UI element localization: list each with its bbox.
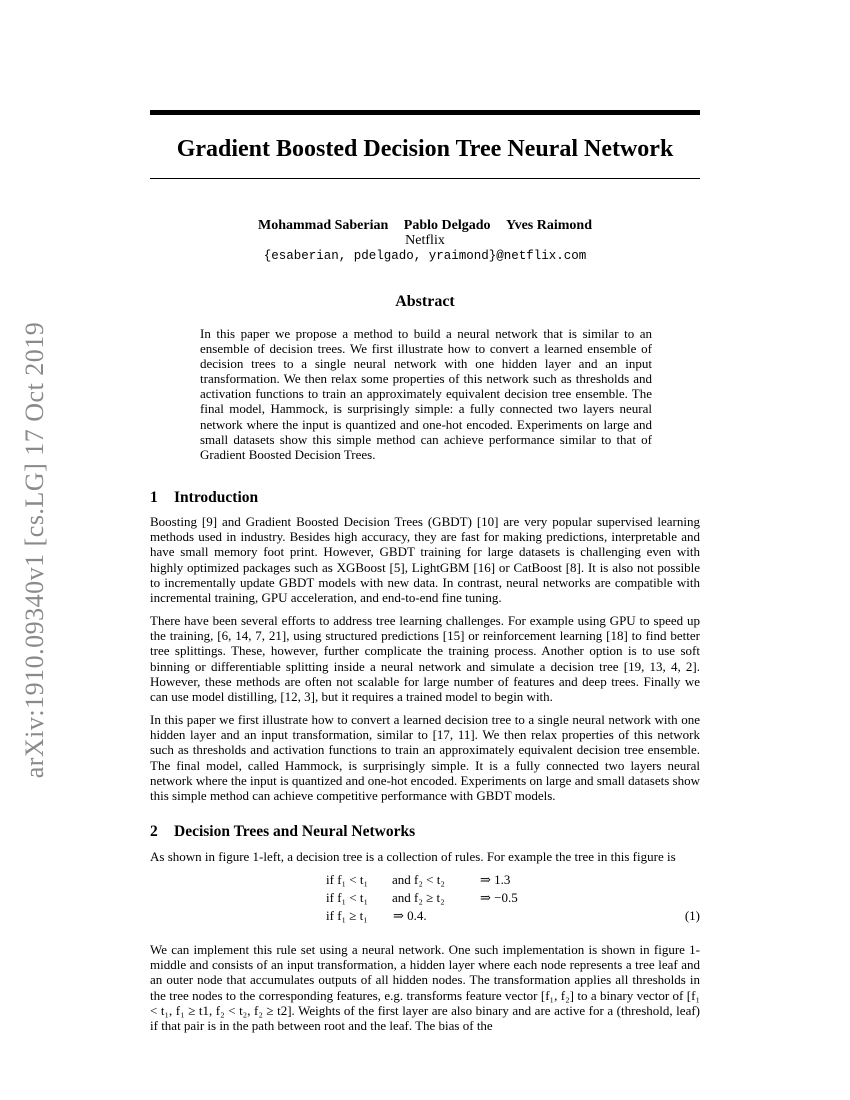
section-number: 1 [150,489,158,506]
abstract-heading: Abstract [395,293,455,310]
equation-row [150,908,700,926]
author-list [150,218,700,234]
equation-condition: and f₂ ≥ t₂ [392,890,445,905]
intro-paragraph: In this paper we first illustrate how to convert a learned decision tree to a single neural network with one hidden layer and an input transformation, similar to [17, 11]. We then relax properties of this network such as thresholds and activation functions to train an approximately equivalent decision tree ensemble. The final model, called Hammock, is surprisingly simple. It is a fully connected two layers neural network where the input is quantized and one-hot encoded. Experiments on large and small datasets show this simple method can achieve competitive performance with GBDT models. [150,712,700,804]
section-title: Decision Trees and Neural Networks [174,823,416,840]
arxiv-id: arXiv:1910.09340v1 [cs.LG] 17 Oct 2019 [20,321,49,779]
equation-block [150,872,700,926]
author-name: Pablo Delgado [403,218,491,233]
title-top-rule [150,110,700,115]
author-name: Mohammad Saberian [258,218,389,233]
equation-row [150,890,700,908]
equation-result: ⇒ 1.3 [480,872,511,887]
equation-result: ⇒ 0.4. [393,908,427,923]
equation-row [150,872,700,890]
section-paragraph: We can implement this rule set using a neural network. One such implementation is shown in figure 1-middle and consists of an input transformation, a hidden layer where each node represents a tree leaf and an outer node that accumulates outputs of all hidden nodes. The transformation applies all thresholds in the tree nodes to the corresponding features, e.g. transforms feature vector [f₁, f₂] to a binary vector of [f₁ < t₁, f₁ ≥ t1, f₂ < t₂, f₂ ≥ t2]. Weights of the first layer are also binary and are active for a (threshold, leaf) if that pair is in the path between root and the leaf. The bias of the [150,942,700,1034]
equation-condition: if f₁ ≥ t₁ [326,908,368,923]
author-name: Yves Raimond [506,218,592,233]
title-bottom-rule [150,178,700,179]
intro-paragraph: There have been several efforts to address tree learning challenges. For example using GPU to speed up the training, [6, 14, 7, 21], using structured predictions [15] or reinforcement learning [18] to find better tree splittings. These, however, further complicate the training process. Another option is to use soft binning or differentiable splitting inside a neural network and simulate a decision tree [19, 13, 4, 2]. However, these methods are often not scalable for large number of features and deep trees. Finally we can use model distilling, [12, 3], but it requires a trained model to begin with. [150,613,700,705]
section-heading-decision-trees [150,823,700,841]
equation-condition: if f₁ < t₁ [326,872,369,887]
equation-number: (1) [684,908,700,923]
arxiv-margin-stamp [10,300,60,800]
section-title: Introduction [174,489,259,506]
section-number: 2 [150,823,158,840]
abstract-text: In this paper we propose a method to build a neural network that is similar to an ensemble of decision trees. We first illustrate how to convert a learned ensemble of decision trees to a single neural network with one hidden layer and an input transformation. We then relax some properties of this network such as thresholds and activation functions to train an approximately equivalent decision tree ensemble. The final model, Hammock, is surprisingly simple: a fully connected two layers neural network where the input is quantized and one-hot encoded. Experiments on large and small datasets show this simple method can achieve performance similar to that of Gradient Boosted Decision Trees. [200,326,652,462]
equation-condition: and f₂ < t₂ [392,872,445,887]
intro-paragraph: Boosting [9] and Gradient Boosted Decision Trees (GBDT) [10] are very popular supervised learning methods used in industry. Besides high accuracy, they are fast for making predictions, interpretable and have small memory foot print. However, GBDT training for large datasets is challenging even with highly optimized packages such as XGBoost [5], LightGBM [16] or CatBoost [8]. It is also not possible to incrementally update GBDT models with new data. In contrast, neural networks are compatible with incremental training, GPU acceleration, and end-to-end fine tuning. [150,514,700,606]
paper-title: Gradient Boosted Decision Tree Neural Network [176,136,674,162]
section-heading-introduction [150,489,700,507]
affiliation: Netflix [405,233,445,248]
author-emails: {esaberian, pdelgado, yraimond}@netflix.com [263,249,587,263]
section-intro-text: As shown in figure 1-left, a decision tree is a collection of rules. For example the tree in this figure is [150,849,676,864]
equation-condition: if f₁ < t₁ [326,890,369,905]
equation-result: ⇒ −0.5 [480,890,518,905]
